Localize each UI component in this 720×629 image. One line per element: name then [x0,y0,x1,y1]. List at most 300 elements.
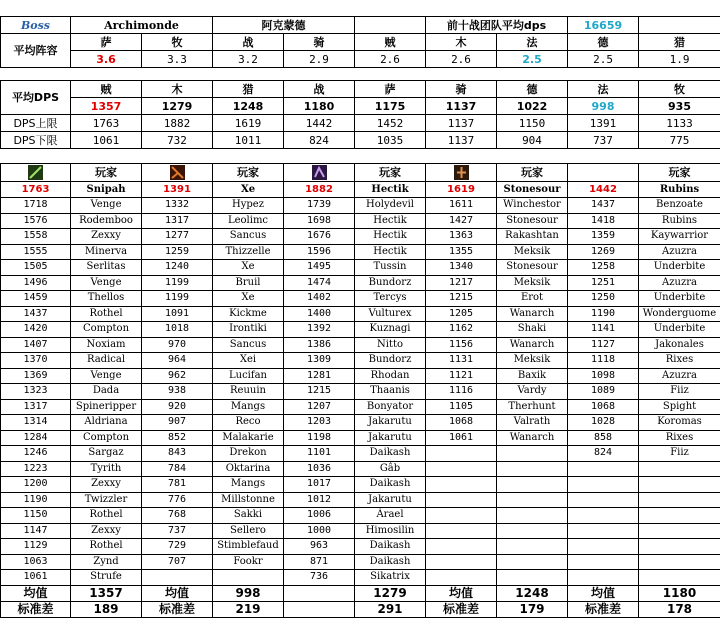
player-name: Bruil [213,275,284,291]
stddev-label: 标准差 [568,601,639,617]
player-name: Wanarch [497,306,568,322]
dps-value [426,554,497,570]
dps-lower-row [1,132,720,149]
top-dps: 1391 [142,182,213,198]
dps-value: 1162 [426,322,497,338]
dps-value: 1332 [142,198,213,214]
table-row [1,430,720,446]
dps-value: 729 [142,539,213,555]
player-name: Bundorz [355,275,426,291]
player-name: Twizzler [71,492,142,508]
player-name: Wonderguome [639,306,720,322]
dps-value: 1402 [284,291,355,307]
dps-value: 962 [142,368,213,384]
stddev-label: 标准差 [142,601,213,617]
player-name: Stimblefaud [213,539,284,555]
dps-value: 1150 [1,508,71,524]
player-name: Lucifan [213,368,284,384]
dps-value: 768 [142,508,213,524]
dps-value: 1061 [426,430,497,446]
player-name: Millstonne [213,492,284,508]
dps-value: 1250 [568,291,639,307]
dps-value: 843 [142,446,213,462]
dps-value: 1118 [568,353,639,369]
top-player-row [1,182,720,198]
dps-value: 1121 [426,368,497,384]
dps-lower-label: DPS下限 [1,132,71,149]
player-name: Noxiam [71,337,142,353]
player-name: Tyrith [71,461,142,477]
player-name: Compton [71,322,142,338]
dps-avg-value: 1248 [213,98,284,115]
table-row [1,198,720,214]
empty-cell [355,17,426,34]
top-dps: 1763 [1,182,71,198]
player-name: Rodemboo [71,213,142,229]
player-name: Azuzra [639,275,720,291]
player-name: Hectik [355,244,426,260]
comp-value: 2.5 [497,51,568,68]
player-name: Koromas [639,415,720,431]
dps-value: 1555 [1,244,71,260]
player-name: Xei [213,353,284,369]
player-name: Zexxy [71,477,142,493]
player-name: Shaki [497,322,568,338]
dps-avg-label: 平均DPS [1,81,71,115]
dps-value: 1205 [426,306,497,322]
table-row [1,322,720,338]
dps-value: 1098 [568,368,639,384]
dps-value: 1147 [1,523,71,539]
boss-label: Boss [1,17,71,34]
players-table [0,163,720,618]
table-row [1,539,720,555]
player-name: Daikash [355,539,426,555]
dps-value: 920 [142,399,213,415]
player-name: Rixes [639,430,720,446]
dps-class: 木 [142,81,213,98]
player-name: Aldriana [71,415,142,431]
player-name: Jakarutu [355,492,426,508]
dps-value: 970 [142,337,213,353]
dps-value: 736 [284,570,355,586]
dps-value: 1317 [142,213,213,229]
dps-upper-value: 1619 [213,115,284,132]
average-label: 均值 [426,585,497,601]
dps-value: 1495 [284,260,355,276]
dps-upper-value: 1137 [426,115,497,132]
player-name: Fiiz [639,446,720,462]
average-label [284,585,355,601]
dps-value: 871 [284,554,355,570]
dps-class: 骑 [426,81,497,98]
player-name: Underbite [639,260,720,276]
player-name: Rubins [639,213,720,229]
player-name: Therhunt [497,399,568,415]
comp-class: 萨 [71,34,142,51]
dps-value: 1314 [1,415,71,431]
dps-value: 1611 [426,198,497,214]
dps-value: 1340 [426,260,497,276]
dps-value [426,492,497,508]
dps-lower-value: 1061 [71,132,142,149]
boss-row [1,17,720,34]
player-name: Jakarutu [355,415,426,431]
player-name: Sikatrix [355,570,426,586]
top-dps: 1442 [568,182,639,198]
player-name [639,554,720,570]
dps-value: 1427 [426,213,497,229]
table-row [1,399,720,415]
dps-upper-value: 1442 [284,115,355,132]
dps-value: 1437 [1,306,71,322]
player-name: Venge [71,368,142,384]
dps-value: 963 [284,539,355,555]
player-name: Zexxy [71,229,142,245]
stddev-label [284,601,355,617]
player-name [639,492,720,508]
player-name: Nitto [355,337,426,353]
dps-value: 1190 [1,492,71,508]
player-name: Kaywarrior [639,229,720,245]
dps-value: 1363 [426,229,497,245]
stddev-value: 219 [213,601,284,617]
dps-value: 1141 [568,322,639,338]
table-row [1,337,720,353]
player-name: Daikash [355,477,426,493]
dps-value: 964 [142,353,213,369]
dps-value [426,461,497,477]
dps-value: 1558 [1,229,71,245]
stddev-value: 179 [497,601,568,617]
dps-value: 1200 [1,477,71,493]
dps-value [426,570,497,586]
dps-value: 1259 [142,244,213,260]
dps-avg-value: 1180 [284,98,355,115]
dps-value: 1576 [1,213,71,229]
icon-cell [1,164,71,182]
dps-value: 1323 [1,384,71,400]
table-row [1,508,720,524]
table-row [1,291,720,307]
dps-avg-row [1,98,720,115]
player-name: Kickme [213,306,284,322]
player-name: Árael [355,508,426,524]
player-name: Stonesour [497,260,568,276]
comp-class: 木 [426,34,497,51]
dps-value: 1386 [284,337,355,353]
player-name [639,508,720,524]
stddev-label: 标准差 [1,601,71,617]
dps-upper-value: 1452 [355,115,426,132]
top-dps: 1882 [284,182,355,198]
player-name: Irontiki [213,322,284,338]
header-table [0,16,720,68]
table-row [1,260,720,276]
player-name [497,477,568,493]
average-label: 均值 [568,585,639,601]
dps-value: 1277 [142,229,213,245]
player-name: Bundorz [355,353,426,369]
dps-upper-row [1,115,720,132]
dps-value [568,523,639,539]
comp-class: 战 [213,34,284,51]
dps-value: 858 [568,430,639,446]
dps-class: 牧 [639,81,720,98]
dps-upper-label: DPS上限 [1,115,71,132]
dps-value: 1284 [1,430,71,446]
player-name: Venge [71,198,142,214]
dps-value: 852 [142,430,213,446]
table-row [1,384,720,400]
player-name: Holydevil [355,198,426,214]
dps-value: 1129 [1,539,71,555]
average-label: 均值 [142,585,213,601]
player-name: Erot [497,291,568,307]
player-name: Tercys [355,291,426,307]
player-name: Spight [639,399,720,415]
table-row [1,306,720,322]
player-name: Jakarutu [355,430,426,446]
player-name [497,492,568,508]
player-name: Benzoate [639,198,720,214]
dps-class: 德 [497,81,568,98]
dps-value: 1370 [1,353,71,369]
player-name: Underbite [639,322,720,338]
average-value: 1180 [639,585,720,601]
average-value: 1357 [71,585,142,601]
dps-class: 法 [568,81,639,98]
player-name: Fiiz [639,384,720,400]
boss-name-cn: 阿克蒙德 [213,17,355,34]
player-name: Hypez [213,198,284,214]
dps-value [426,523,497,539]
dps-value: 1407 [1,337,71,353]
comp-value: 2.9 [284,51,355,68]
player-name: Sancus [213,229,284,245]
dps-value [568,508,639,524]
player-name: Radical [71,353,142,369]
dps-value: 1116 [426,384,497,400]
player-name: Venge [71,275,142,291]
dps-value: 1718 [1,198,71,214]
player-name: Fookr [213,554,284,570]
stddev-value: 178 [639,601,720,617]
player-name: Underbite [639,291,720,307]
player-name: Sakki [213,508,284,524]
dps-value [426,446,497,462]
player-name: Malakarie [213,430,284,446]
player-name [497,446,568,462]
top-player-name: Hectik [355,182,426,198]
dps-upper-value: 1763 [71,115,142,132]
raid-avg-value: 16659 [568,17,639,34]
dps-class-row [1,81,720,98]
player-name [639,539,720,555]
warrior-icon [170,165,185,180]
dps-value: 1369 [1,368,71,384]
dps-value: 1006 [284,508,355,524]
comp-label: 平均阵容 [1,34,71,68]
player-name: Reuuin [213,384,284,400]
player-name: Mangs [213,477,284,493]
player-name: Rothel [71,539,142,555]
dps-value [568,461,639,477]
player-name: Xe [213,260,284,276]
dps-lower-value: 824 [284,132,355,149]
icon-cell [284,164,355,182]
dps-value: 1000 [284,523,355,539]
player-name: Daikash [355,554,426,570]
average-value: 1279 [355,585,426,601]
table-row [1,229,720,245]
player-name [639,477,720,493]
player-name: Winchestor [497,198,568,214]
dps-value: 1359 [568,229,639,245]
dps-value: 1281 [284,368,355,384]
table-row [1,244,720,260]
comp-value: 2.5 [568,51,639,68]
player-name: Meksik [497,244,568,260]
table-row [1,523,720,539]
dps-value: 737 [142,523,213,539]
table-row [1,570,720,586]
dps-value: 1156 [426,337,497,353]
table-row [1,353,720,369]
player-name [213,570,284,586]
dps-avg-value: 1279 [142,98,213,115]
dps-avg-value: 1357 [71,98,142,115]
comp-class: 骑 [284,34,355,51]
dps-lower-value: 737 [568,132,639,149]
comp-value: 2.6 [426,51,497,68]
player-name: Reco [213,415,284,431]
average-row [1,585,720,601]
player-name: Rhodan [355,368,426,384]
dps-value [568,554,639,570]
dps-avg-value: 935 [639,98,720,115]
dps-class: 萨 [355,81,426,98]
dps-value [142,570,213,586]
dps-value: 1459 [1,291,71,307]
dps-value: 1251 [568,275,639,291]
dps-lower-value: 775 [639,132,720,149]
player-name [497,461,568,477]
player-name: Bonyator [355,399,426,415]
stddev-label: 标准差 [426,601,497,617]
player-name [639,461,720,477]
player-name: Tussin [355,260,426,276]
dps-value: 1258 [568,260,639,276]
comp-class: 猎 [639,34,720,51]
dps-value: 776 [142,492,213,508]
player-name [639,523,720,539]
dps-value: 1246 [1,446,71,462]
average-label: 均值 [1,585,71,601]
player-name: Sellero [213,523,284,539]
player-name: Vulturex [355,306,426,322]
dps-value: 1105 [426,399,497,415]
player-name: Daikash [355,446,426,462]
player-name: Baxik [497,368,568,384]
dps-value: 1063 [1,554,71,570]
dps-value: 1309 [284,353,355,369]
dps-value: 824 [568,446,639,462]
table-row [1,477,720,493]
player-name [639,570,720,586]
dps-value: 1199 [142,291,213,307]
player-name: Rothel [71,306,142,322]
player-name: Azuzra [639,368,720,384]
player-name: Minerva [71,244,142,260]
comp-value-row [1,51,720,68]
player-name: Vardy [497,384,568,400]
dps-value: 1199 [142,275,213,291]
dps-value: 1091 [142,306,213,322]
icon-cell [142,164,213,182]
dps-value: 1496 [1,275,71,291]
top-player-name: Stonesour [497,182,568,198]
dps-value: 1392 [284,322,355,338]
table-row [1,368,720,384]
dps-value: 1036 [284,461,355,477]
players-header: 玩家 [639,164,720,182]
table-row [1,415,720,431]
stddev-row [1,601,720,617]
dps-summary-table [0,80,720,149]
dps-upper-value: 1150 [497,115,568,132]
player-name: Serlitas [71,260,142,276]
player-name: Thizzelle [213,244,284,260]
players-header: 玩家 [355,164,426,182]
dps-value [568,492,639,508]
dps-value: 1061 [1,570,71,586]
player-name [497,570,568,586]
icon-cell [568,164,639,182]
dps-value: 1437 [568,198,639,214]
player-name: Azuzra [639,244,720,260]
comp-class: 贼 [355,34,426,51]
dps-value [568,570,639,586]
player-name: Sargaz [71,446,142,462]
dps-value: 907 [142,415,213,431]
dps-upper-value: 1391 [568,115,639,132]
dps-value: 1012 [284,492,355,508]
dps-value: 1269 [568,244,639,260]
dps-value: 1198 [284,430,355,446]
player-name [497,508,568,524]
player-name: Dada [71,384,142,400]
dps-lower-value: 904 [497,132,568,149]
table-row [1,554,720,570]
dps-avg-value: 998 [568,98,639,115]
player-name: Oktarina [213,461,284,477]
table-row [1,446,720,462]
player-name: Leolimc [213,213,284,229]
dps-value: 784 [142,461,213,477]
comp-class: 德 [568,34,639,51]
table-row [1,492,720,508]
player-name: Wanarch [497,430,568,446]
dps-value [426,539,497,555]
comp-value: 1.9 [639,51,720,68]
player-name: Wanarch [497,337,568,353]
players-header: 玩家 [497,164,568,182]
dps-lower-value: 732 [142,132,213,149]
dps-class: 猎 [213,81,284,98]
dps-value: 1127 [568,337,639,353]
player-name: Thaanis [355,384,426,400]
